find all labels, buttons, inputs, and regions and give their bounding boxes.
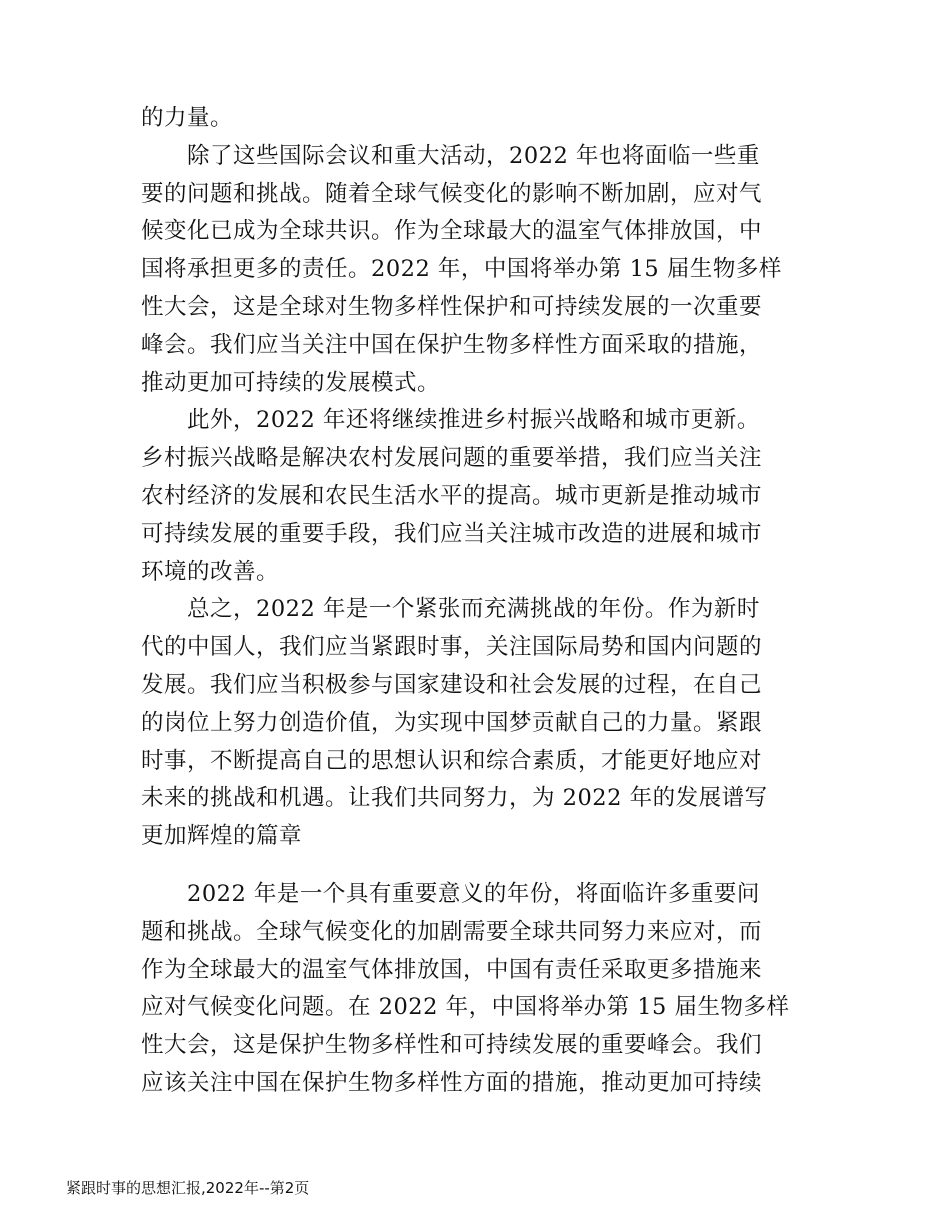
text-line: 总之，2022 年是一个紧张而充满挑战的年份。作为新时: [141, 596, 760, 623]
text-line: 题和挑战。全球气候变化的加剧需要全球共同努力来应对，而: [141, 918, 763, 945]
text-line: 应该关注中国在保护生物多样性方面的措施，推动更加可持续: [141, 1069, 763, 1096]
text-line: 代的中国人，我们应当紧跟时事，关注国际局势和国内问题的: [141, 634, 763, 661]
text-line: 此外，2022 年还将继续推进乡村振兴战略和城市更新。: [141, 407, 760, 434]
text-line: 环境的改善。: [141, 558, 280, 585]
text-line: 峰会。我们应当关注中国在保护生物多样性方面采取的措施，: [141, 331, 763, 358]
text-line: 除了这些国际会议和重大活动，2022 年也将面临一些重: [141, 142, 760, 169]
text-line: 应对气候变化问题。在 2022 年，中国将举办第 15 届生物多样: [141, 994, 790, 1021]
text-line: 性大会，这是全球对生物多样性保护和可持续发展的一次重要: [141, 293, 763, 320]
text-line: 可持续发展的重要手段，我们应当关注城市改造的进展和城市: [141, 520, 763, 547]
text-line: 要的问题和挑战。随着全球气候变化的影响不断加剧，应对气: [141, 180, 763, 207]
text-line: 推动更加可持续的发展模式。: [141, 369, 441, 396]
text-line: 未来的挑战和机遇。让我们共同努力，为 2022 年的发展谱写: [141, 785, 768, 812]
text-line: 性大会，这是保护生物多样性和可持续发展的重要峰会。我们: [141, 1032, 763, 1059]
text-line: 2022 年是一个具有重要意义的年份，将面临许多重要问: [141, 880, 760, 907]
text-line: 乡村振兴战略是解决农村发展问题的重要举措，我们应当关注: [141, 445, 763, 472]
paragraph-gap: [141, 856, 811, 876]
text-line: 时事，不断提高自己的思想认识和综合素质，才能更好地应对: [141, 747, 763, 774]
page-footer: 紧跟时事的思想汇报,2022年--第2页: [66, 1179, 310, 1197]
text-line: 的岗位上努力创造价值，为实现中国梦贡献自己的力量。紧跟: [141, 709, 763, 736]
text-line: 的力量。: [141, 105, 234, 131]
text-line: 农村经济的发展和农民生活水平的提高。城市更新是推动城市: [141, 482, 763, 509]
text-line: 国将承担更多的责任。2022 年，中国将举办第 15 届生物多样: [141, 256, 782, 283]
document-body: [141, 100, 811, 1103]
text-line: 候变化已成为全球共识。作为全球最大的温室气体排放国，中: [141, 218, 763, 245]
text-line: 发展。我们应当积极参与国家建设和社会发展的过程，在自己: [141, 671, 763, 698]
text-line: 作为全球最大的温室气体排放国，中国有责任采取更多措施来: [141, 956, 763, 983]
text-block-1: [141, 100, 811, 856]
text-line: 更加辉煌的篇章: [141, 823, 303, 850]
text-block-2: [141, 876, 811, 1103]
